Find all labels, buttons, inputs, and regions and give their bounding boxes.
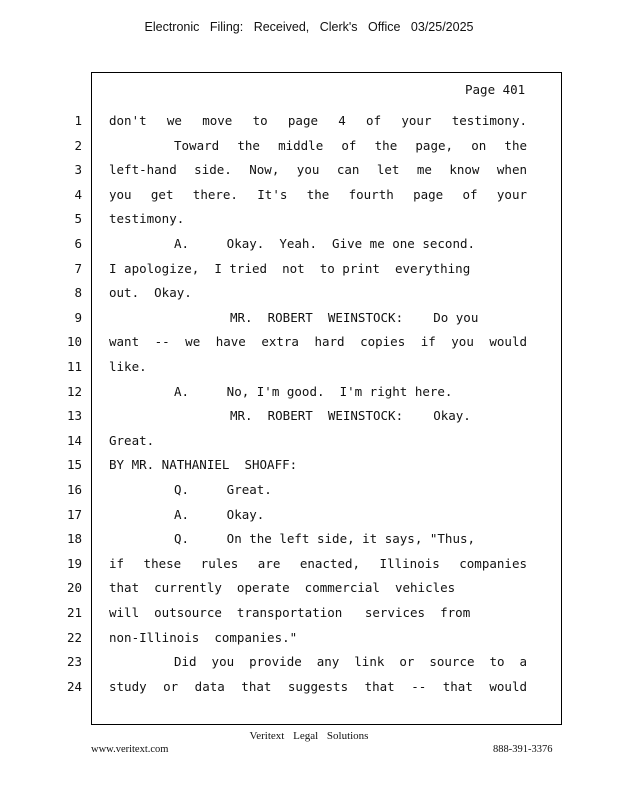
footer-phone: 888-391-3376	[493, 744, 553, 755]
line-text: want -- we have extra hard copies if you would	[109, 334, 527, 350]
line-number: 17	[66, 506, 82, 522]
transcript-line	[0, 602, 618, 624]
transcript-line	[0, 553, 618, 575]
line-text: that currently operate commercial vehicles	[109, 580, 456, 596]
transcript-line	[0, 159, 618, 181]
line-number: 7	[74, 260, 82, 276]
line-number: 21	[66, 605, 82, 620]
transcript-line	[0, 184, 618, 206]
line-text: I apologize, I tried not to print everything	[109, 260, 471, 276]
transcript-line	[0, 282, 618, 304]
line-text: A. No, I'm good. I'm right here.	[174, 383, 453, 399]
line-text: Q. Great.	[174, 482, 272, 497]
line-number: 16	[66, 482, 82, 497]
footer-website: www.veritext.com	[91, 744, 169, 755]
line-number: 23	[66, 654, 82, 670]
transcript-line	[0, 479, 618, 501]
transcript-line	[0, 430, 618, 452]
line-number: 5	[74, 211, 82, 227]
transcript-line	[0, 528, 618, 550]
line-text: Did you provide any link or source to a	[174, 654, 527, 670]
line-text: testimony.	[109, 211, 185, 227]
transcript-line	[0, 331, 618, 353]
line-text: A. Okay. Yeah. Give me one second.	[174, 236, 476, 251]
line-text: study or data that suggests that -- that would	[109, 678, 527, 694]
filing-stamp-header: Electronic Filing: Received, Clerk's Office 03/25/2025	[144, 20, 474, 34]
line-number: 13	[66, 408, 82, 424]
line-number: 20	[66, 580, 82, 596]
line-text: left-hand side. Now, you can let me know when	[109, 162, 527, 178]
line-text: Toward the middle of the page, on the	[174, 137, 527, 153]
transcript-line	[0, 233, 618, 255]
line-number: 3	[74, 162, 82, 178]
line-text: if these rules are enacted, Illinois companies	[109, 555, 527, 571]
line-number: 10	[66, 334, 82, 350]
transcript-line	[0, 405, 618, 427]
line-text: MR. ROBERT WEINSTOCK: Do you	[230, 309, 479, 325]
line-text: non-Illinois companies."	[109, 629, 298, 645]
line-text: out. Okay.	[109, 285, 192, 301]
transcript-line	[0, 307, 618, 329]
transcript-line	[0, 651, 618, 673]
line-text: don't we move to page 4 of your testimony.	[109, 113, 527, 128]
line-text: you get there. It's the fourth page of your	[109, 186, 527, 202]
transcript-line	[0, 504, 618, 526]
line-number: 6	[74, 236, 82, 251]
footer-firm-name: Veritext Legal Solutions	[249, 730, 369, 742]
line-number: 12	[66, 383, 82, 399]
line-text: will outsource transportation services from	[109, 605, 471, 620]
transcript-line	[0, 454, 618, 476]
transcript-line	[0, 356, 618, 378]
line-text: A. Okay.	[174, 506, 265, 522]
line-number: 9	[74, 309, 82, 325]
line-number: 19	[66, 555, 82, 571]
transcript-line	[0, 110, 618, 132]
line-text: Great.	[109, 432, 155, 448]
line-number: 15	[66, 457, 82, 473]
line-number: 22	[66, 629, 82, 645]
line-text: MR. ROBERT WEINSTOCK: Okay.	[230, 408, 471, 424]
line-number: 14	[66, 432, 82, 448]
line-number: 1	[74, 113, 82, 128]
transcript-line	[0, 135, 618, 157]
line-number: 8	[74, 285, 82, 301]
page-number: Page 401	[465, 82, 526, 97]
line-text: BY MR. NATHANIEL SHOAFF:	[109, 457, 298, 473]
line-text: like.	[109, 359, 147, 374]
transcript-line	[0, 381, 618, 403]
transcript-line	[0, 208, 618, 230]
transcript-line	[0, 627, 618, 649]
transcript-line	[0, 258, 618, 280]
transcript-line	[0, 577, 618, 599]
line-text: Q. On the left side, it says, "Thus,	[174, 531, 476, 547]
line-number: 4	[74, 186, 82, 202]
line-number: 2	[74, 137, 82, 153]
line-number: 11	[66, 359, 82, 374]
line-number: 18	[66, 531, 82, 547]
transcript-line	[0, 676, 618, 698]
line-number: 24	[66, 678, 82, 694]
